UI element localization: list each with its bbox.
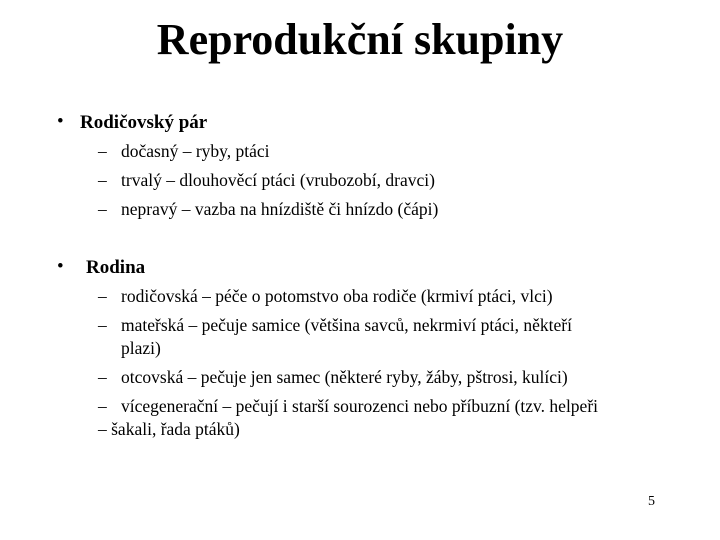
dash-icon: – bbox=[98, 170, 107, 190]
list-item: vícegenerační – pečují i starší sourozenci nebo příbuzní (tzv. helpeři bbox=[121, 396, 599, 416]
list-item: dočasný – ryby, ptáci bbox=[121, 141, 270, 161]
dash-icon: – bbox=[98, 315, 107, 335]
dash-icon: – bbox=[98, 396, 107, 416]
list-item: rodičovská – péče o potomstvo oba rodiče (krmiví ptáci, vlci) bbox=[121, 286, 553, 306]
dash-icon: – bbox=[98, 286, 107, 306]
dash-icon: – bbox=[98, 367, 107, 387]
page-number: 5 bbox=[648, 494, 655, 509]
slide-title: Reprodukční skupiny bbox=[156, 15, 564, 64]
section-heading: Rodičovský pár bbox=[80, 112, 208, 133]
section-heading: Rodina bbox=[86, 257, 146, 278]
list-item: nepravý – vazba na hnízdiště či hnízdo (čápi) bbox=[121, 199, 439, 219]
dash-icon: – bbox=[98, 199, 107, 219]
list-item-continuation: – šakali, řada ptáků) bbox=[98, 419, 240, 439]
list-item: otcovská – pečuje jen samec (některé ryby, žáby, pštrosi, kulíci) bbox=[121, 367, 568, 387]
bullet-icon: • bbox=[57, 111, 64, 132]
list-item: trvalý – dlouhověcí ptáci (vrubozobí, dravci) bbox=[121, 170, 435, 190]
bullet-icon: • bbox=[57, 256, 64, 277]
list-item-continuation: plazi) bbox=[121, 338, 161, 358]
list-item: mateřská – pečuje samice (většina savců, nekrmiví ptáci, někteří bbox=[121, 315, 572, 335]
dash-icon: – bbox=[98, 141, 107, 161]
